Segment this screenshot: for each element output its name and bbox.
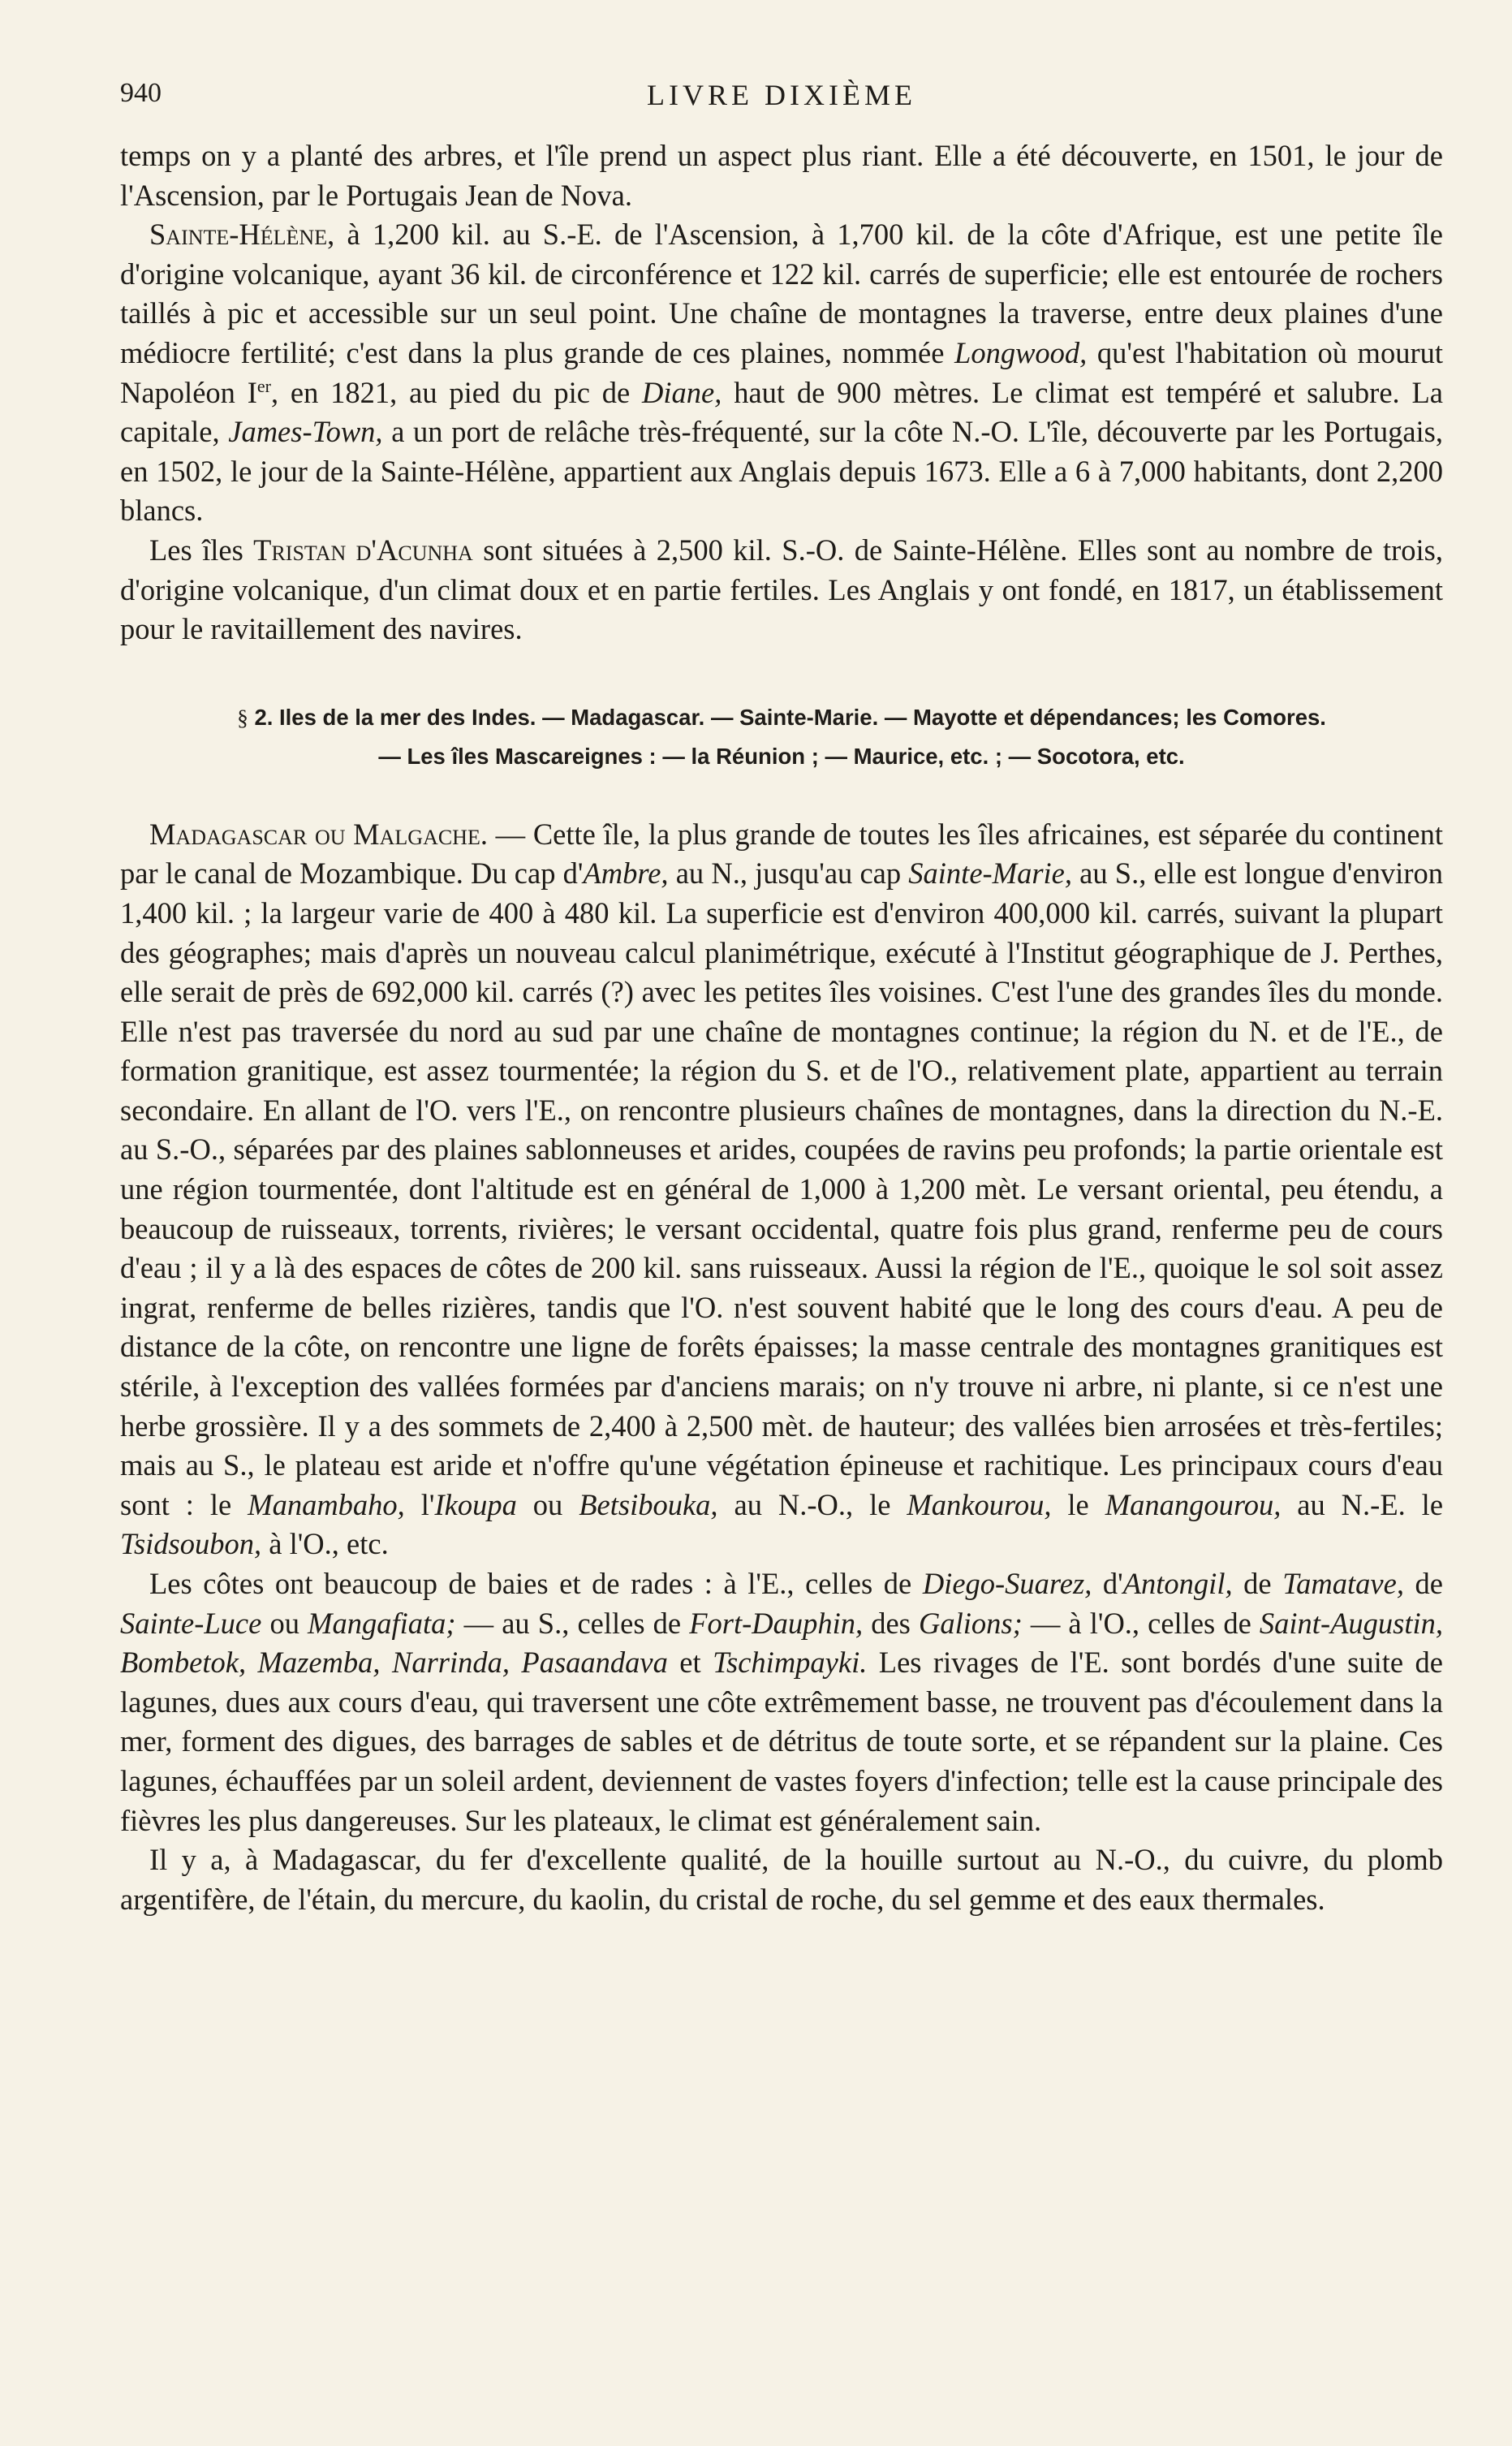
italic-term: Diego-Suarez, xyxy=(922,1567,1092,1600)
text-run: l' xyxy=(404,1487,435,1521)
text-run: au N.-E. le xyxy=(1281,1487,1444,1521)
text-run: de xyxy=(1403,1567,1444,1600)
paragraph-tristan-dacunha xyxy=(120,531,1443,649)
italic-term: Tsidsoubon, xyxy=(120,1527,262,1561)
italic-term: Saint-Augustin, Bombetok, Mazemba, Narrinda, Pasaandava xyxy=(120,1606,1443,1680)
text-run: — Cette île, la plus grande de toutes les îles africaines, est séparée du continent par le canal de Mozambique. Du cap d' xyxy=(120,817,1443,891)
italic-term: Sainte-Luce xyxy=(120,1606,262,1640)
text-run: d' xyxy=(1092,1567,1123,1600)
section-symbol: § xyxy=(237,704,248,730)
text-run: , en 1821, au pied du pic de xyxy=(270,375,643,409)
italic-term: Betsibouka, xyxy=(579,1487,718,1521)
place-name: Sainte-Hélène xyxy=(149,218,328,252)
text-run: et xyxy=(667,1646,713,1680)
section-heading-line-2: — Les îles Mascareignes : — la Réunion ; — Maurice, etc. ; — Socotora, etc. xyxy=(378,743,1185,769)
italic-term: Antongil, xyxy=(1122,1567,1233,1600)
paragraph-minerals: Il y a, à Madagascar, du fer d'excellente qualité, de la houille surtout au N.-O., du cuivre, du plomb argentifère, de l'étain, du mercure, du kaolin, du cristal de roche, du sel gemme et des eaux thermales. xyxy=(120,1843,1443,1916)
text-run: Les îles xyxy=(149,533,254,567)
page-number: 940 xyxy=(120,78,162,108)
text-run: au N., jusqu'au cap xyxy=(668,856,909,891)
text-run: sont situées à 2,500 kil. S.-O. de Sainte-Hélène. Elles sont au nombre de trois, d'origine volcanique, d'un climat doux et en partie fertiles. Les Anglais y ont fondé, en 1817, un établissement pour le ravitaillement des navires. xyxy=(120,533,1443,646)
text-run: Les rivages de l'E. sont bordés d'une suite de lagunes, dues aux cours d'eau, qui traversent une côte extrêmement basse, ne trouvent pas d'écoulement dans la mer, forment des digues, des barrages de sables et de détritus de toute sorte, et se répandent sur la plaine. Ces lagunes, échauffées par un soleil ardent, deviennent de vastes foyers d'infection; telle est la cause principale des fièvres les plus dangereuses. Sur les plateaux, le climat est généralement sain. xyxy=(120,1646,1443,1837)
italic-term: Manangourou, xyxy=(1105,1487,1282,1521)
paragraph-sainte-helene xyxy=(120,215,1443,531)
text-run: à l'O., etc. xyxy=(261,1527,389,1561)
italic-term: Manambaho, xyxy=(248,1487,405,1521)
text-run: qu'est l'habitation où mourut Napoléon I xyxy=(120,335,1443,409)
italic-term: Mankourou, xyxy=(907,1487,1052,1521)
text-run: au N.-O., le xyxy=(717,1487,907,1521)
text-run: — au S., celles de xyxy=(455,1606,690,1640)
superscript: er xyxy=(256,375,271,396)
text-run: a un port de relâche très-fréquenté, sur la côte N.-O. L'île, découverte par les Portugais, en 1502, le jour de la Sainte-Hélène, appartient aux Anglais depuis 1673. Elle a 6 à 7,000 habitants, dont 2,200 blancs. xyxy=(120,415,1443,528)
text-run: ou xyxy=(516,1487,579,1521)
italic-term: Galions; xyxy=(918,1606,1023,1640)
paragraph-ascension-end: temps on y a planté des arbres, et l'île prend un aspect plus riant. Elle a été découverte, en 1501, le jour de l'Ascension, par le Portugais Jean de Nova. xyxy=(120,139,1443,212)
italic-term: Sainte-Marie, xyxy=(908,856,1072,891)
text-run: au S., elle est longue d'environ 1,400 kil. ; la largeur varie de 400 à 480 kil. La superficie est d'environ 400,000 kil. carrés, suivant la plupart des géographes; mais d'après un nouveau calcul planimétrique, exécuté à l'Institut géographique de J. Perthes, elle serait de près de 692,000 kil. carrés (?) avec les petites îles voisines. C'est l'une des grandes îles du monde. Elle n'est pas traversée du nord au sud par une chaîne de montagnes continue; la région du N. et de l'E., de formation granitique, est assez tourmentée; la région du S. et de l'O., relativement plate, appartient au terrain secondaire. En allant de l'O. vers l'E., on rencontre plusieurs chaînes de montagnes, dans la direction du N.-E. au S.-O., séparées par des plaines sablonneuses et arides, coupées de ravins peu profonds; la partie orientale est une région tourmentée, dont l'altitude est en général de 1,000 à 1,200 mèt. Le versant oriental, peu étendu, a beaucoup de ruisseaux, torrents, rivières; le versant occidental, quatre fois plus grand, renferme peu de cours d'eau ; il y a là des espaces de côtes de 200 kil. sans ruisseaux. Aussi la région de l'E., quoique le sol soit assez ingrat, renferme de belles rizières, tandis que l'O. n'est souvent habité que le long des cours d'eau. A peu de distance de la côte, on rencontre une ligne de forêts épaisses; la masse centrale des montagnes granitiques est stérile, à l'exception des vallées formées par d'anciens marais; on n'y trouve ni arbre, ni plante, si ce n'est une herbe grossière. Il y a des sommets de 2,400 à 2,500 mèt. de hauteur; des vallées bien arrosées et très-fertiles; mais au S., le plateau est aride et n'offre qu'une végétation épineuse et rachitique. Les principaux cours d'eau sont : le xyxy=(120,856,1443,1521)
italic-term: Fort-Dauphin, xyxy=(689,1606,864,1640)
text-run: de xyxy=(1232,1567,1283,1600)
italic-term: Tamatave, xyxy=(1282,1567,1404,1600)
paragraph-coasts xyxy=(120,1564,1443,1840)
page-header xyxy=(120,78,1443,127)
italic-term: Ikoupa xyxy=(434,1487,517,1521)
text-run: le xyxy=(1051,1487,1105,1521)
text-run: des xyxy=(863,1606,919,1640)
running-title: LIVRE DIXIÈME xyxy=(647,79,916,111)
italic-term: James-Town, xyxy=(228,415,383,449)
italic-term: Tschimpayki. xyxy=(713,1646,868,1680)
text-run: — à l'O., celles de xyxy=(1022,1606,1260,1640)
section-heading-text: 2. Iles de la mer des Indes. — Madagascar. — Sainte-Marie. — Mayotte et dépendances; les Comores. xyxy=(254,704,1326,730)
text-run: haut de 900 mètres. Le climat est tempéré et salubre. La capitale, xyxy=(120,375,1443,449)
section-heading xyxy=(120,698,1443,776)
italic-term: Mangafiata; xyxy=(308,1606,456,1640)
place-name: Madagascar ou Malgache. xyxy=(149,817,488,851)
italic-term: Longwood, xyxy=(954,335,1088,369)
body-text xyxy=(120,136,1443,1919)
italic-term: Ambre, xyxy=(583,856,669,891)
text-run: ou xyxy=(261,1606,308,1640)
section-heading-line-1 xyxy=(120,698,1443,737)
italic-term: Diane, xyxy=(642,375,722,409)
text-run: , à 1,200 kil. au S.-E. de l'Ascension, à 1,700 kil. de la côte d'Afrique, est une petite île d'origine volcanique, ayant 36 kil. de circonférence et 122 kil. carrés de superficie; elle est entourée de rochers taillés à pic et accessible sur un seul point. Une chaîne de montagnes la traverse, entre deux plaines d'une médiocre fertilité; c'est dans la plus grande de ces plaines, nommée xyxy=(120,218,1443,369)
place-name: Tristan d'Acunha xyxy=(253,533,473,567)
paragraph-madagascar xyxy=(120,815,1443,1564)
text-run: Les côtes ont beaucoup de baies et de rades : à l'E., celles de xyxy=(149,1567,923,1600)
